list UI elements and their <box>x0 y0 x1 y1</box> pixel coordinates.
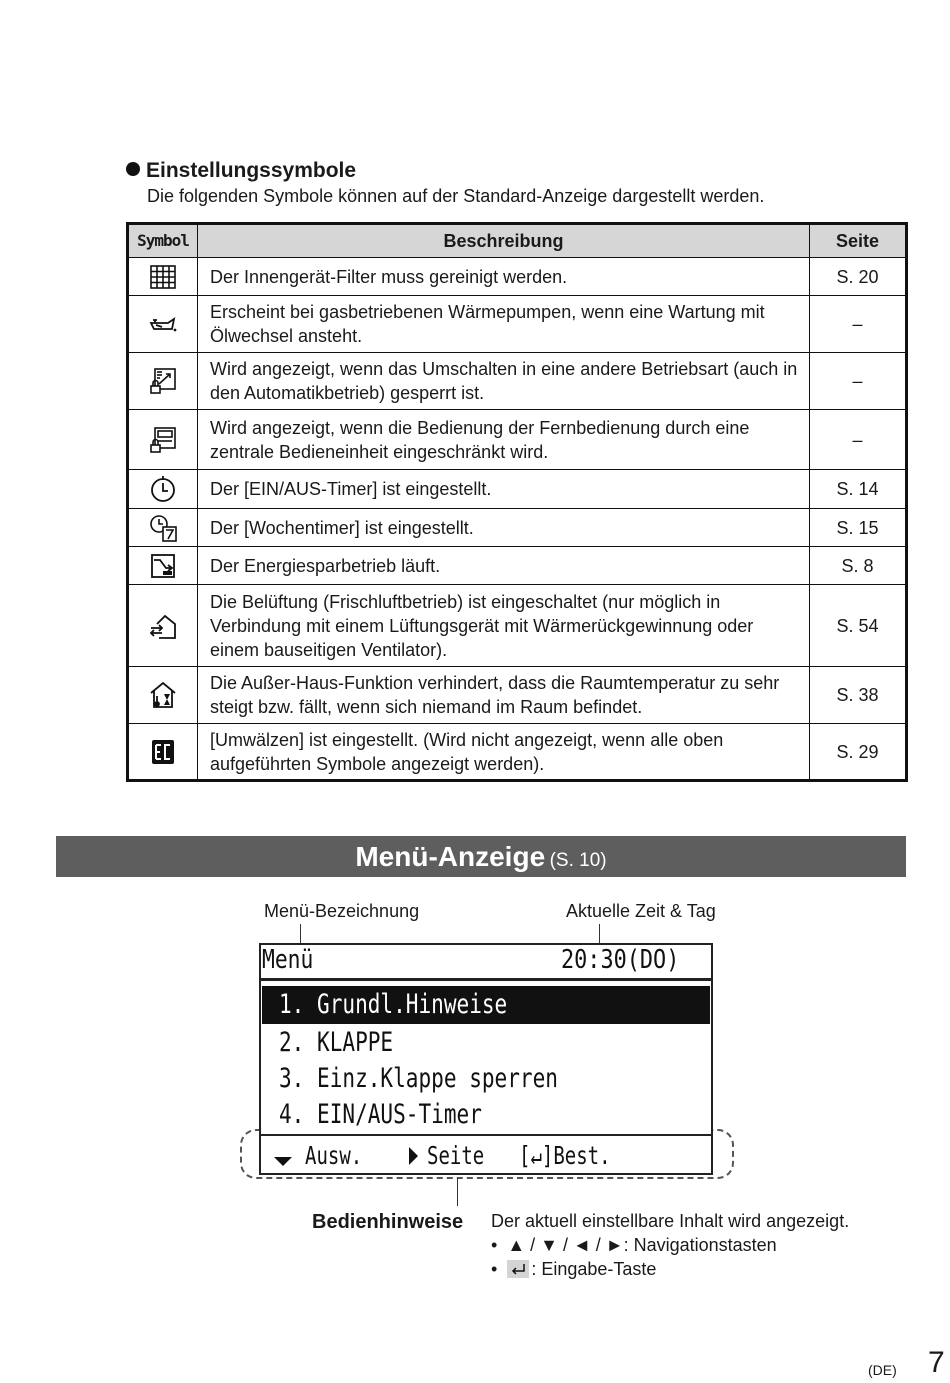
table-row <box>128 547 907 585</box>
footer-language: (DE) <box>868 1362 897 1378</box>
header-symbol: Symbol <box>128 224 198 258</box>
row-description: Erscheint bei gasbetriebenen Wärmepumpen, wenn eine Wartung mit Ölwechsel ansteht. <box>198 296 810 353</box>
label-time-day: Aktuelle Zeit & Tag <box>566 901 716 921</box>
down-arrow-icon <box>273 1155 293 1167</box>
symbol-table <box>126 222 908 782</box>
bullet-icon <box>126 162 140 176</box>
lcd-footer-select: Ausw. <box>305 1141 363 1170</box>
row-description: Die Außer-Haus-Funktion verhindert, dass die Raumtemperatur zu sehr steigt bzw. fällt, wenn sich niemand im Raum befindet. <box>198 667 810 724</box>
table-row <box>128 509 907 547</box>
mode-lock-icon <box>148 366 178 396</box>
table-row <box>128 353 907 410</box>
row-page: – <box>810 296 907 353</box>
hint-enter-key: • : Eingabe-Taste <box>491 1259 657 1279</box>
lcd-header-divider <box>261 978 711 981</box>
table-row <box>128 258 907 296</box>
row-page: S. 20 <box>810 258 907 296</box>
callout-line-menu <box>300 924 301 944</box>
table-row <box>128 667 907 724</box>
header-page: Seite <box>810 224 907 258</box>
row-description: Der [EIN/AUS-Timer] ist eingestellt. <box>198 470 810 509</box>
callout-line-hints <box>457 1178 458 1206</box>
hint-navigation-keys: • ▲ / ▼ / ◄ / ►: Navigationstasten <box>491 1235 777 1255</box>
enter-key-icon <box>507 1260 529 1278</box>
row-page: – <box>810 410 907 470</box>
circulation-icon <box>148 737 178 767</box>
row-page: S. 54 <box>810 585 907 667</box>
row-page: S. 29 <box>810 724 907 781</box>
menu-display-banner <box>56 836 906 877</box>
section-title-text: Einstellungssymbole <box>146 159 357 182</box>
right-arrow-icon <box>407 1146 419 1166</box>
table-row <box>128 585 907 667</box>
ventilation-house-icon <box>148 611 178 641</box>
operation-hints-title: Bedienhinweise <box>312 1211 464 1233</box>
row-description: Wird angezeigt, wenn die Bedienung der Fernbedienung durch eine zentrale Bedieneinheit eingeschränkt wird. <box>198 410 810 470</box>
hint-enter-text: : Eingabe-Taste <box>531 1259 657 1279</box>
operation-hints-description: Der aktuell einstellbare Inhalt wird angezeigt. <box>491 1211 850 1231</box>
lcd-screen <box>259 943 713 1175</box>
footer-page-number: 7 <box>928 1346 945 1379</box>
oil-can-icon <box>148 309 178 339</box>
filter-grid-icon <box>148 262 178 292</box>
banner-title: Menü-Anzeige <box>355 841 546 872</box>
row-description: Der Innengerät-Filter muss gereinigt werden. <box>198 258 810 296</box>
lcd-menu-item-3[interactable]: 3. Einz.Klappe sperren <box>279 1063 558 1094</box>
row-description: Wird angezeigt, wenn das Umschalten in eine andere Betriebsart (auch in den Automatikbetrieb) gesperrt ist. <box>198 353 810 410</box>
weekly-timer-icon <box>148 513 178 543</box>
row-page: S. 8 <box>810 547 907 585</box>
timer-clock-icon <box>148 474 178 504</box>
table-header-row <box>128 224 907 258</box>
row-description: [Umwälzen] ist eingestellt. (Wird nicht angezeigt, wenn alle oben aufgeführten Symbole angezeigt werden). <box>198 724 810 781</box>
lcd-menu-item-4[interactable]: 4. EIN/AUS-Timer <box>279 1099 482 1130</box>
away-house-icon <box>148 680 178 710</box>
hint-navigation-text: ▲ / ▼ / ◄ / ►: Navigationstasten <box>507 1235 777 1255</box>
header-description: Beschreibung <box>198 224 810 258</box>
label-menu-name: Menü-Bezeichnung <box>264 901 420 921</box>
row-page: S. 14 <box>810 470 907 509</box>
remote-lock-icon <box>148 425 178 455</box>
row-page: – <box>810 353 907 410</box>
row-description: Die Belüftung (Frischluftbetrieb) ist eingeschaltet (nur möglich in Verbindung mit einem Lüftungsgerät mit Wärmerückgewinnung oder einem bauseitigen Ventilator). <box>198 585 810 667</box>
table-row <box>128 724 907 781</box>
table-row <box>128 410 907 470</box>
row-page: S. 15 <box>810 509 907 547</box>
lcd-menu-item-2[interactable]: 2. KLAPPE <box>279 1027 394 1058</box>
row-page: S. 38 <box>810 667 907 724</box>
lcd-footer-divider <box>261 1134 711 1136</box>
lcd-footer-page: Seite <box>427 1141 485 1170</box>
lcd-menu-item-1[interactable]: 1. Grundl.Hinweise <box>279 989 508 1020</box>
callout-line-time <box>599 924 600 944</box>
section-title <box>126 158 356 184</box>
row-description: Der Energiesparbetrieb läuft. <box>198 547 810 585</box>
lcd-footer-confirm: [↵]Best. <box>519 1141 611 1170</box>
energy-saving-icon <box>148 551 178 581</box>
table-row <box>128 470 907 509</box>
row-description: Der [Wochentimer] ist eingestellt. <box>198 509 810 547</box>
section-intro: Die folgenden Symbole können auf der Standard-Anzeige dargestellt werden. <box>147 186 765 206</box>
lcd-clock: 20:30(DO) <box>561 945 680 975</box>
lcd-menu-title: Menü <box>262 945 314 975</box>
table-row <box>128 296 907 353</box>
banner-page-ref: (S. 10) <box>549 850 607 871</box>
